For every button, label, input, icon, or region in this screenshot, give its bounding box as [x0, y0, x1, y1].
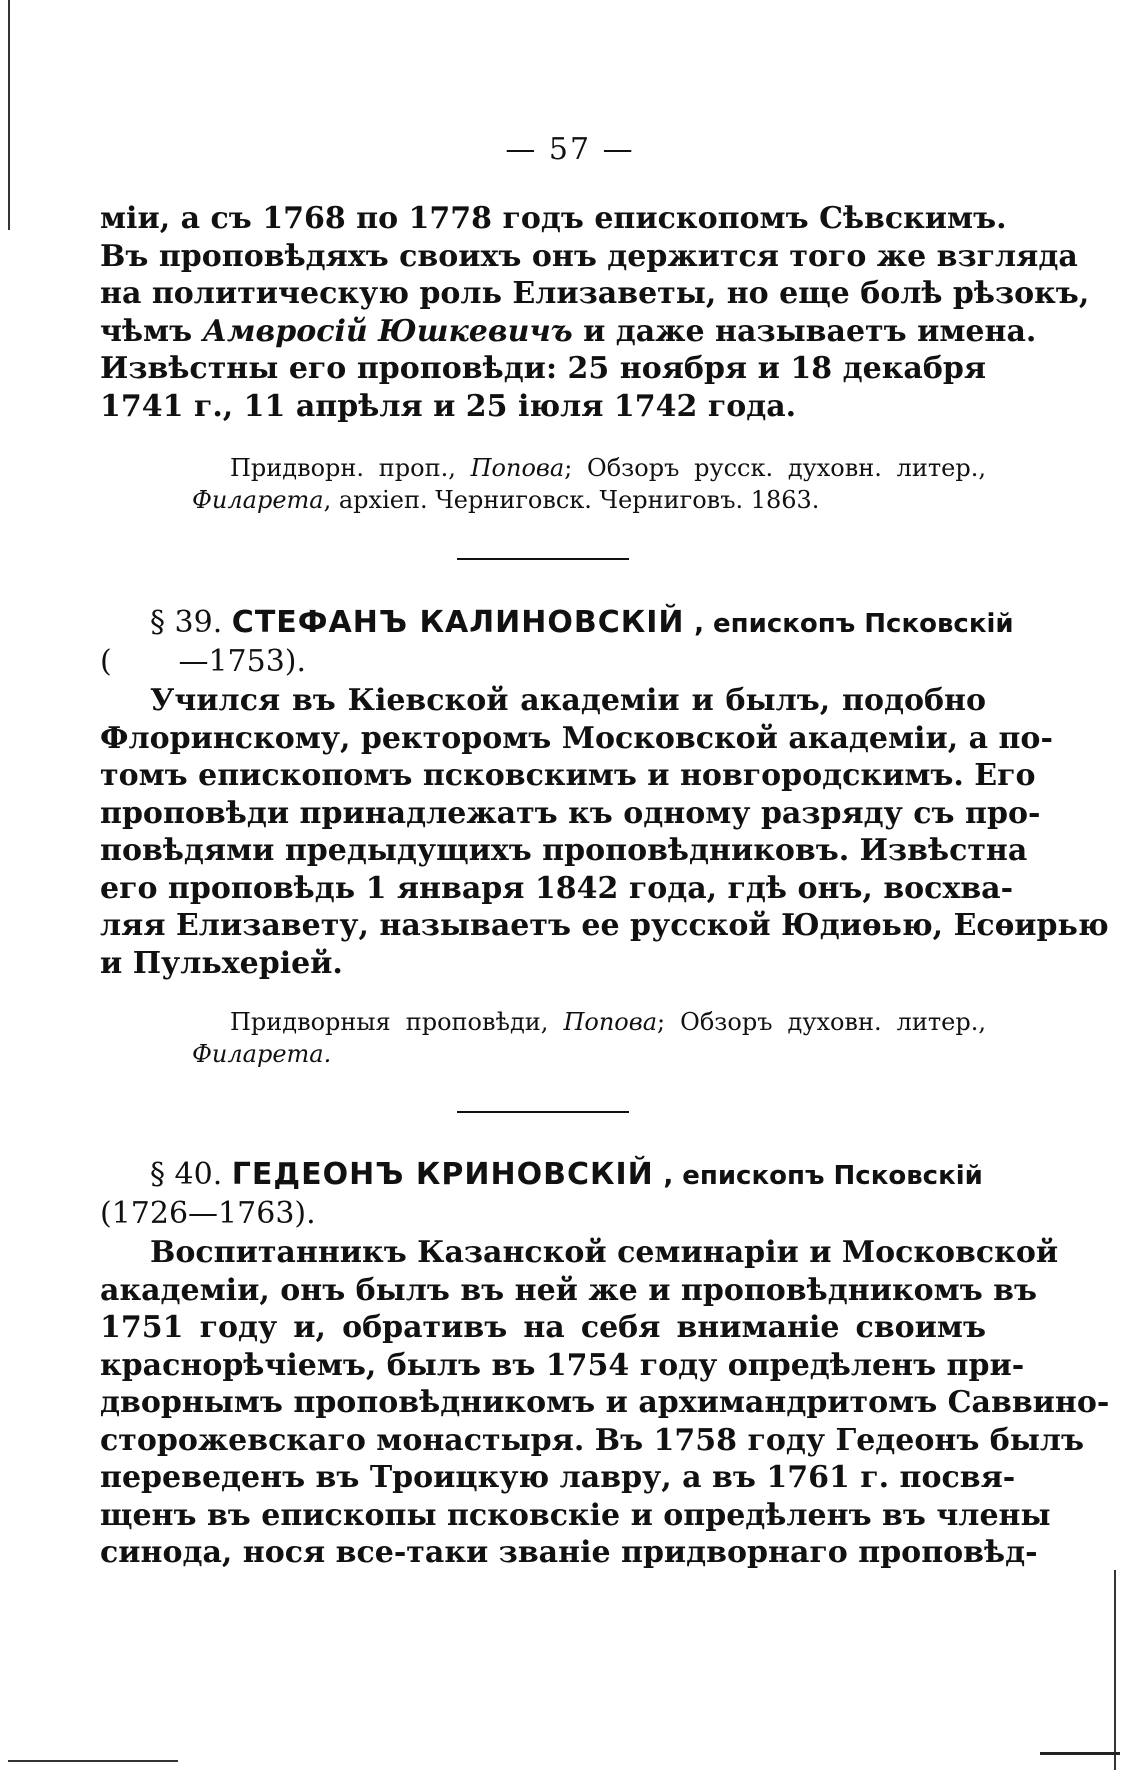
text-fragment: ; Обзоръ духовн. литер.,	[657, 1008, 986, 1036]
text-line	[100, 313, 1037, 351]
text-line: Учился въ Кіевской академіи и былъ, подобно	[150, 683, 986, 718]
intro-paragraph	[100, 200, 1090, 425]
section-title: , епископъ Псковскій	[663, 1161, 983, 1191]
reference-line	[100, 1038, 986, 1070]
heading-line	[100, 604, 1014, 643]
text-fragment: , архіеп. Черниговск. Черниговъ. 1863.	[323, 486, 820, 514]
text-fragment: и даже называетъ имена.	[572, 313, 1037, 349]
heading-left	[150, 605, 685, 640]
reference-block	[100, 1006, 986, 1070]
text-line: 1741 г., 11 апрѣля и 25 іюля 1742 года.	[100, 388, 797, 424]
section-40-heading	[100, 1156, 986, 1232]
section-name: ГЕДЕОНЪ КРИНОВСКІЙ	[231, 1157, 654, 1192]
text-line: его проповѣдь 1 января 1842 года, гдѣ онъ, восхва-	[100, 870, 1014, 906]
reference-block	[100, 452, 986, 516]
text-line: сторожевскаго монастыря. Въ 1758 году Гедеонъ былъ	[100, 1422, 1085, 1458]
text-line: и Пульхеріей.	[100, 945, 343, 981]
heading-left	[150, 1157, 654, 1192]
text-fragment: ; Обзоръ русск. духовн. литер.,	[564, 454, 986, 482]
text-line: переведенъ въ Троицкую лавру, а въ 1761 г. посвя-	[100, 1460, 1016, 1495]
text-line: краснорѣчіемъ, былъ въ 1754 году опредѣленъ при-	[100, 1347, 1025, 1383]
text-line: дворнымъ проповѣдникомъ и архимандритомъ Саввино-	[100, 1385, 1110, 1420]
italic-name: Амвросій Юшкевичъ	[202, 313, 573, 349]
text-line: на политическую роль Елизаветы, но еще болѣ рѣзокъ,	[100, 276, 1090, 311]
text-line: академіи, онъ былъ въ ней же и проповѣдникомъ въ	[100, 1272, 1038, 1308]
text-line: Флоринскому, ректоромъ Московской академіи, а по-	[100, 720, 1053, 756]
text-line: Воспитанникъ Казанской семинаріи и Московской	[150, 1235, 1059, 1270]
text-line: щенъ въ епископы псковскіе и опредѣленъ въ члены	[100, 1497, 1051, 1533]
scan-edge-bottom-left	[8, 1760, 178, 1762]
scan-edge-right	[1114, 1570, 1116, 1770]
text-line: синода, нося все-таки званіе придворнаго проповѣд-	[100, 1535, 1038, 1570]
heading-line	[100, 1156, 986, 1195]
section-39-body	[100, 682, 1109, 982]
reference-line	[100, 484, 986, 516]
reference-line	[100, 1006, 986, 1038]
section-dates: ( —1753).	[100, 644, 307, 679]
page-number: — 57 —	[505, 132, 635, 167]
scan-edge-bottom-right	[1040, 1752, 1120, 1755]
text-line: Извѣстны его проповѣди: 25 ноября и 18 декабря	[100, 351, 986, 386]
italic-author: Филарета.	[192, 1040, 332, 1068]
section-name: СТЕФАНЪ КАЛИНОВСКІЙ	[231, 605, 685, 640]
text-line: проповѣди принадлежатъ къ одному разряду съ про-	[100, 795, 1041, 831]
text-fragment: Придворн. проп.,	[230, 454, 471, 482]
text-line: міи, а съ 1768 по 1778 годъ епископомъ Сѣвскимъ.	[100, 201, 1007, 236]
section-divider	[457, 1111, 629, 1113]
section-number: § 40.	[150, 1157, 223, 1192]
section-number: § 39.	[150, 605, 223, 640]
section-39-heading	[100, 604, 1014, 680]
text-line: томъ епископомъ псковскимъ и новгородскимъ. Его	[100, 758, 1036, 793]
italic-author: Попова	[563, 1008, 657, 1036]
text-line: 1751 году и, обративъ на себя вниманіе своимъ	[100, 1310, 986, 1345]
italic-author: Филарета	[192, 486, 324, 514]
text-fragment: чѣмъ	[100, 313, 203, 349]
section-dates: (1726—1763).	[100, 1196, 316, 1231]
text-line: Въ проповѣдяхъ своихъ онъ держится того же взгляда	[100, 238, 1078, 274]
text-fragment: Придворныя проповѣди,	[230, 1008, 564, 1036]
scan-edge-left	[8, 0, 10, 230]
italic-author: Попова	[470, 454, 565, 482]
section-title: , епископъ Псковскій	[694, 609, 1014, 639]
text-line: повѣдями предыдущихъ проповѣдниковъ. Извѣстна	[100, 833, 1028, 868]
section-40-body	[100, 1234, 1110, 1572]
reference-line	[100, 452, 986, 484]
section-divider	[457, 558, 629, 560]
text-line: ляя Елизавету, называетъ ее русской Юдиѳью, Есѳирью	[100, 908, 1109, 943]
